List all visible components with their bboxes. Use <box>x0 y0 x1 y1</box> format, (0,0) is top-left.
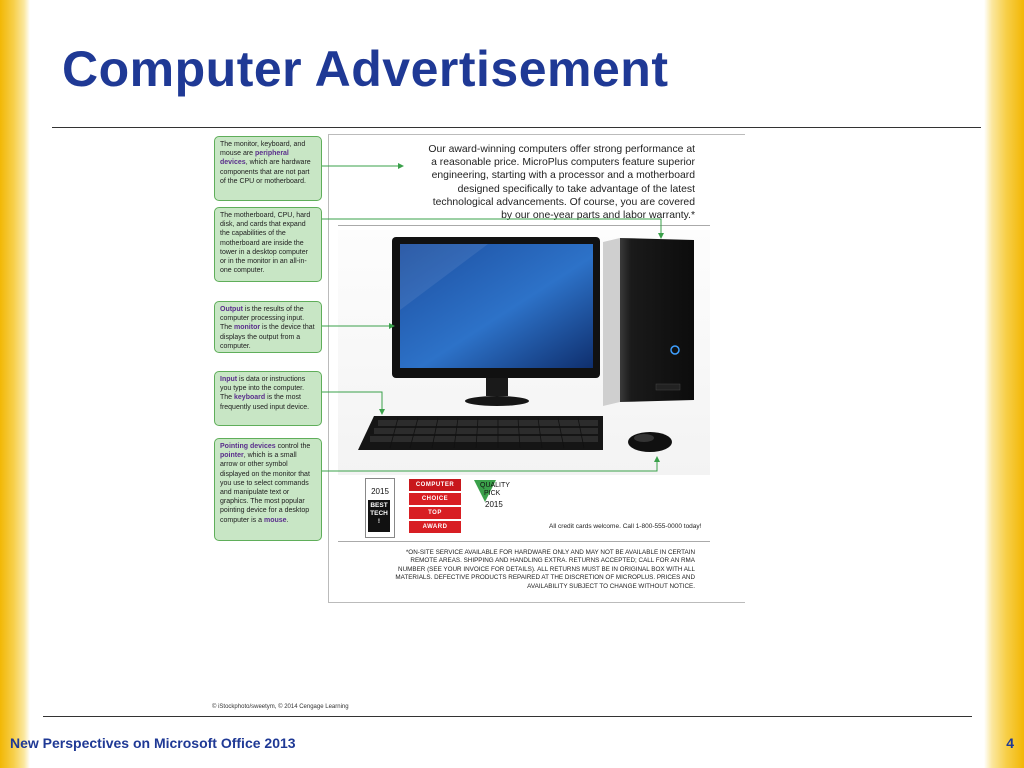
callout-text: control the <box>275 443 311 450</box>
footer-title: New Perspectives on Microsoft Office 2013 <box>10 735 296 751</box>
callout-keyword: pointer <box>220 452 244 460</box>
disclaimer-line: MATERIALS. DEFECTIVE PRODUCTS REPAIRED AT THE DISCRETION OF MICROPLUS. PRICES AND <box>395 574 695 582</box>
award-line: COMPUTER <box>409 479 461 491</box>
disclaimer-line: AVAILABILITY SUBJECT TO CHANGE WITHOUT NOTICE. <box>527 582 695 590</box>
arrow-input <box>322 392 382 414</box>
callout-text: The motherboard, CPU, hard disk, and cards that expand the capabilities of the motherboard are inside the tower in a desktop computer or in the monitor in an all-in-one computer. <box>220 212 311 275</box>
award-line: TOP <box>409 507 461 519</box>
quality-line2: PICK <box>484 490 501 497</box>
photo-credit: © iStockphoto/sweetym, © 2014 Cengage Learning <box>212 704 349 710</box>
callout-text: is data or instructions you type into the computer. The <box>220 376 306 402</box>
slide-title: Computer Advertisement <box>62 41 669 97</box>
callout-keyword: mouse <box>263 516 287 524</box>
award-line: AWARD <box>409 521 461 533</box>
callout-text: The monitor, keyboard, and mouse are <box>220 141 306 158</box>
callout-keyword: Pointing devices <box>220 443 276 450</box>
ad-headline-line: technological advancements. Of course, you are covered <box>432 196 695 208</box>
best-tech-line: BEST <box>370 502 388 509</box>
ad-headline-line: designed specifically to take advantage of the latest <box>457 183 695 195</box>
best-tech-line: ! <box>377 518 381 525</box>
callout-text: , which are hardware components that are not part of the CPU or motherboard. <box>220 159 311 185</box>
callout-keyword: peripheral devices <box>220 150 289 167</box>
callout-text: is the most frequently used input device. <box>220 394 310 411</box>
callout-text: , which is a small arrow or other symbol displayed on the monitor that you use to select commands and manipulate text or graphics. The most popular pointing device for a desktop computer is a <box>220 452 310 524</box>
callout-keyword: Input <box>220 376 238 383</box>
callout-keyword: Output <box>220 306 243 313</box>
ad-headline-line: engineering, starting with a processor and a motherboard <box>431 170 695 182</box>
ad-headline-line: Our award-winning computers offer strong performance at <box>428 144 695 155</box>
callout-keyword: keyboard <box>234 394 266 402</box>
callout-keyword: monitor <box>234 324 261 332</box>
disclaimer-line: REMOTE AREAS. SHIPPING AND HANDLING EXTRA. RETURNS ACCEPTED; CALL FOR AN RMA <box>410 557 695 565</box>
quality-year: 2015 <box>485 500 503 509</box>
ad-headline-line: by our one-year parts and labor warranty.* <box>501 210 695 222</box>
arrow-pointing <box>322 457 657 471</box>
disclaimer-line: NUMBER (SEE YOUR INVOICE FOR DETAILS). ALL RETURNS MUST BE IN ORIGINAL BOX WITH ALL <box>398 565 695 573</box>
quality-line1: QUALITY <box>480 482 510 489</box>
disclaimer-line: *ON-SITE SERVICE AVAILABLE FOR HARDWARE ONLY AND MAY NOT BE AVAILABLE IN CERTAIN <box>405 549 695 556</box>
award-line: CHOICE <box>409 493 461 505</box>
callout-text: is the results of the computer processing input. The <box>220 306 305 332</box>
callout-text: is the device that displays the output from a computer. <box>220 324 315 350</box>
footer-divider <box>43 716 972 717</box>
credit-card-line: All credit cards welcome. Call 1-800-555-0000 today! <box>549 523 702 530</box>
callout-text: . <box>286 516 289 524</box>
ad-headline-line: a reasonable price. MicroPlus computers feature superior <box>431 157 695 169</box>
arrow-motherboard <box>322 219 661 238</box>
best-tech-year: 2015 <box>371 487 389 496</box>
best-tech-line: TECH <box>370 510 388 517</box>
page-number: 4 <box>1006 735 1014 751</box>
